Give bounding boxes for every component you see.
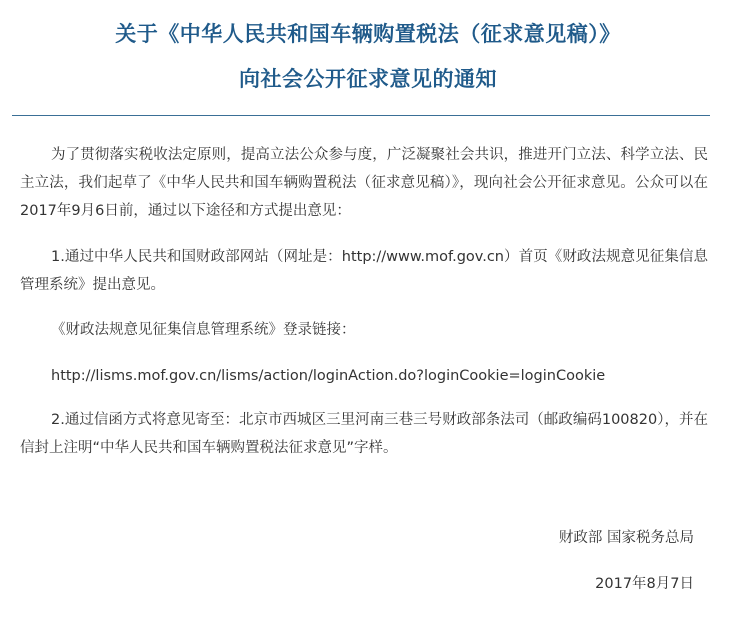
method-1-paragraph: 1.通过中华人民共和国财政部网站（网址是：http://www.mof.gov.cn）首页《财政法规意见征集信息管理系统》提出意见。 [20, 249, 708, 293]
intro-paragraph: 为了贯彻落实税收法定原则，提高立法公众参与度，广泛凝聚社会共识，推进开门立法、科学立法、民主立法，我们起草了《中华人民共和国车辆购置税法（征求意见稿）》，现向社会公开征求意见。公众可以在2017年9月6日前，通过以下途径和方式提出意见： [20, 147, 708, 219]
login-link-label: 《财政法规意见征集信息管理系统》登录链接： [51, 322, 356, 338]
issue-date: 2017年8月7日 [595, 576, 694, 592]
title-divider [12, 115, 710, 116]
page-title-line-1: 关于《中华人民共和国车辆购置税法（征求意见稿）》 [115, 21, 621, 46]
method-2-paragraph: 2.通过信函方式将意见寄至：北京市西城区三里河南三巷三号财政部条法司（邮政编码100820），并在信封上注明“中华人民共和国车辆购置税法征求意见”字样。 [20, 412, 708, 456]
page-title-line-2: 向社会公开征求意见的通知 [239, 66, 497, 91]
login-url-link[interactable]: http://lisms.mof.gov.cn/lisms/action/loginAction.do?loginCookie=loginCookie [51, 368, 606, 384]
issuer-signature: 财政部 国家税务总局 [558, 530, 694, 546]
